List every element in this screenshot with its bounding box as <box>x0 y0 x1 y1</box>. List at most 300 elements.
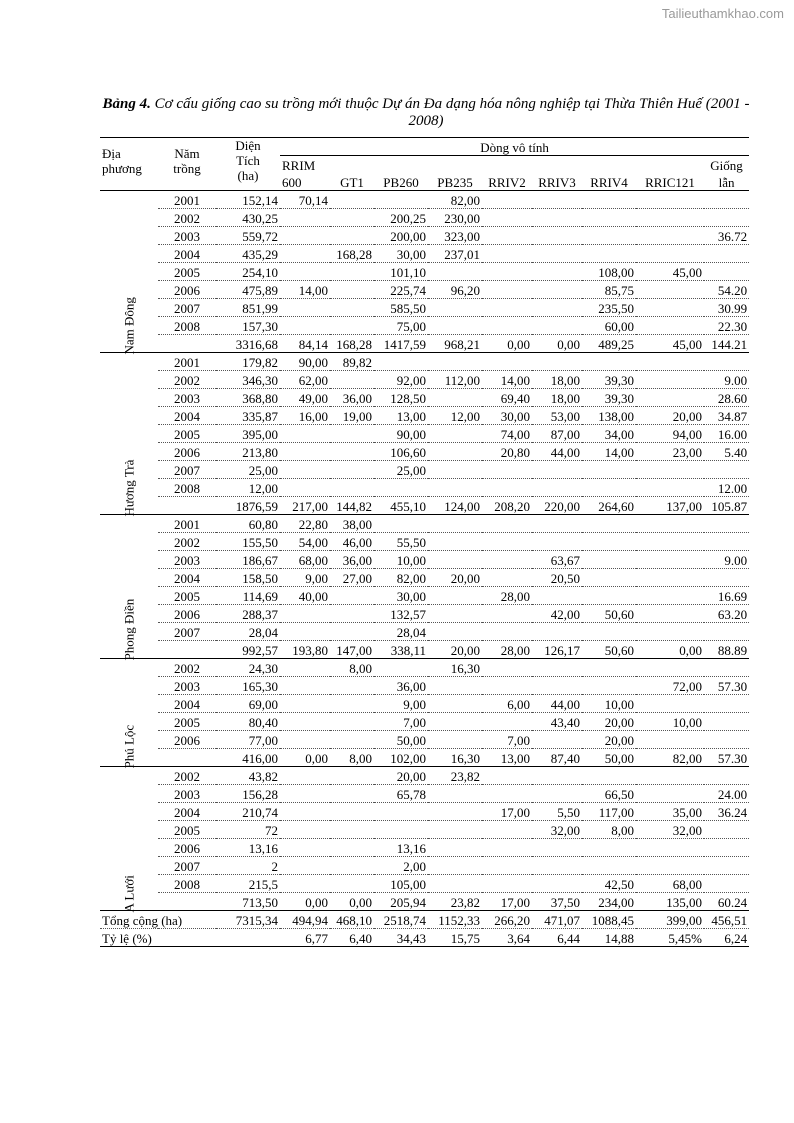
cell-pb260: 28,04 <box>374 623 428 641</box>
cell-giong-lan <box>704 623 749 641</box>
cell-rriv2: 20,80 <box>482 443 532 461</box>
subtotal-rrim600: 84,14 <box>298 337 328 352</box>
cell-nam: 2008 <box>158 317 216 335</box>
cell-giong-lan: 16.69 <box>704 587 749 605</box>
subtotal-rrim600: 193,80 <box>292 643 328 658</box>
cell-pb235: 20,00 <box>428 569 482 587</box>
cell-gt1 <box>330 731 374 749</box>
cell-giong-lan: 54.20 <box>704 281 749 299</box>
cell-pb235: 230,00 <box>428 209 482 227</box>
cell-rriv3 <box>532 209 582 227</box>
table-row <box>100 605 749 623</box>
cell-rriv2: 17,00 <box>482 803 532 821</box>
subtotal-dien-tich: 3316,68 <box>235 337 278 352</box>
subtotal-row <box>100 497 749 515</box>
cell-rriv2 <box>482 353 532 371</box>
cell-nam: 2003 <box>158 551 216 569</box>
cell-giong-lan: 9.00 <box>704 551 749 569</box>
table-row <box>100 263 749 281</box>
cell-pb260: 13,00 <box>374 407 428 425</box>
table-row <box>100 407 749 425</box>
cell-pb235 <box>428 803 482 821</box>
cell-rric121: 45,00 <box>636 263 704 281</box>
table-row <box>100 785 749 803</box>
cell-dien-tich: 395,00 <box>216 425 280 443</box>
cell-pb235 <box>428 461 482 479</box>
cell-pb260 <box>374 659 428 677</box>
cell-nam: 2005 <box>158 713 216 731</box>
cell-nam: 2005 <box>158 821 216 839</box>
cell-pb235 <box>428 605 482 623</box>
cell-rriv2 <box>482 263 532 281</box>
cell-rriv4 <box>582 587 636 605</box>
grand-total-rriv3: 471,07 <box>532 911 582 929</box>
cell-rriv3: 44,00 <box>532 443 582 461</box>
cell-giong-lan: 22.30 <box>704 317 749 335</box>
cell-dien-tich: 210,74 <box>216 803 280 821</box>
cell-rriv2 <box>482 713 532 731</box>
cell-giong-lan: 30.99 <box>704 299 749 317</box>
cell-rrim600 <box>280 659 330 677</box>
subtotal-rriv3: 220,00 <box>544 499 580 514</box>
cell-gt1 <box>330 479 374 497</box>
cell-rriv4 <box>582 479 636 497</box>
cell-dien-tich: 13,16 <box>216 839 280 857</box>
subtotal-rriv4: 50,60 <box>604 643 634 658</box>
cell-nam: 2002 <box>158 209 216 227</box>
ratio-pb260: 34,43 <box>374 929 428 947</box>
cell-rrim600: 70,14 <box>280 191 330 209</box>
subtotal-rric121: 0,00 <box>679 643 702 658</box>
cell-rrim600 <box>280 317 330 335</box>
subtotal-pb235: 20,00 <box>450 643 480 658</box>
cell-giong-lan <box>704 767 749 785</box>
cell-pb260: 30,00 <box>374 245 428 263</box>
table-row <box>100 731 749 749</box>
cell-rriv4 <box>582 767 636 785</box>
cell-giong-lan: 12.00 <box>704 479 749 497</box>
cell-rriv3 <box>532 191 582 209</box>
cell-rrim600 <box>280 479 330 497</box>
cell-dien-tich: 155,50 <box>216 533 280 551</box>
cell-rriv4: 66,50 <box>582 785 636 803</box>
cell-rrim600: 68,00 <box>280 551 330 569</box>
cell-rrim600 <box>280 443 330 461</box>
cell-rriv4: 108,00 <box>582 263 636 281</box>
table-row <box>100 713 749 731</box>
cell-pb260: 225,74 <box>374 281 428 299</box>
subtotal-pb260: 102,00 <box>390 751 426 766</box>
subtotal-pb260: 338,11 <box>390 643 426 658</box>
subtotal-nam <box>158 497 216 515</box>
cell-rriv2 <box>482 515 532 533</box>
cell-rriv2: 30,00 <box>482 407 532 425</box>
cell-gt1 <box>330 587 374 605</box>
header-giong-lan-b: lẫn <box>718 175 735 190</box>
grand-total-giong-lan: 456,51 <box>704 911 749 929</box>
cell-rrim600 <box>280 623 330 641</box>
cell-gt1 <box>330 785 374 803</box>
cell-dien-tich: 77,00 <box>216 731 280 749</box>
subtotal-rriv4: 489,25 <box>598 337 634 352</box>
cell-rric121 <box>636 785 704 803</box>
cell-rriv2 <box>482 281 532 299</box>
header-pb260: PB260 <box>383 175 419 190</box>
cell-dien-tich: 28,04 <box>216 623 280 641</box>
cell-rric121: 68,00 <box>636 875 704 893</box>
cell-dien-tich: 435,29 <box>216 245 280 263</box>
cell-rriv3 <box>532 263 582 281</box>
cell-pb235 <box>428 515 482 533</box>
cell-rriv4: 117,00 <box>582 803 636 821</box>
cell-rriv4 <box>582 209 636 227</box>
cell-pb260 <box>374 353 428 371</box>
cell-rriv2 <box>482 551 532 569</box>
subtotal-giong-lan: 144.21 <box>711 337 748 352</box>
cell-gt1 <box>330 605 374 623</box>
cell-pb260: 200,00 <box>374 227 428 245</box>
cell-rriv3 <box>532 659 582 677</box>
cell-giong-lan <box>704 533 749 551</box>
cell-dien-tich: 12,00 <box>216 479 280 497</box>
cell-rriv3: 42,00 <box>532 605 582 623</box>
cell-pb260: 101,10 <box>374 263 428 281</box>
header-dia-phuong: Địa phương <box>100 138 158 191</box>
cell-pb235: 16,30 <box>428 659 482 677</box>
subtotal-rric121: 82,00 <box>672 751 702 766</box>
cell-rriv3 <box>532 299 582 317</box>
cell-rriv3: 32,00 <box>532 821 582 839</box>
table-row <box>100 839 749 857</box>
ratio-pb235: 15,75 <box>428 929 482 947</box>
cell-gt1 <box>330 623 374 641</box>
cell-giong-lan: 57.30 <box>704 677 749 695</box>
cell-rrim600 <box>280 875 330 893</box>
table-row <box>100 767 749 785</box>
cell-rriv3: 63,67 <box>532 551 582 569</box>
grand-total-rriv2: 266,20 <box>482 911 532 929</box>
table-row <box>100 659 749 677</box>
cell-rriv3: 18,00 <box>532 389 582 407</box>
cell-pb260: 105,00 <box>374 875 428 893</box>
cell-rrim600: 14,00 <box>280 281 330 299</box>
cell-rriv4: 39,30 <box>582 371 636 389</box>
cell-dien-tich: 475,89 <box>216 281 280 299</box>
subtotal-dien-tich: 416,00 <box>242 751 278 766</box>
cell-nam: 2004 <box>158 245 216 263</box>
table-row <box>100 443 749 461</box>
cell-nam: 2001 <box>158 353 216 371</box>
cell-rriv3 <box>532 785 582 803</box>
cell-pb235 <box>428 839 482 857</box>
cell-pb235 <box>428 551 482 569</box>
cell-rrim600: 22,80 <box>280 515 330 533</box>
caption-label: Bảng 4. <box>102 96 151 112</box>
cell-giong-lan: 34.87 <box>704 407 749 425</box>
cell-rriv3: 87,00 <box>532 425 582 443</box>
cell-rrim600 <box>280 785 330 803</box>
subtotal-rriv3: 126,17 <box>544 643 580 658</box>
cell-giong-lan <box>704 191 749 209</box>
cell-pb235 <box>428 677 482 695</box>
subtotal-row <box>100 335 749 353</box>
cell-rrim600 <box>280 821 330 839</box>
subtotal-giong-lan: 60.24 <box>717 895 748 910</box>
cell-rriv3 <box>532 227 582 245</box>
cell-pb235 <box>428 443 482 461</box>
cell-rriv4: 42,50 <box>582 875 636 893</box>
cell-rriv4 <box>582 623 636 641</box>
cell-rriv2 <box>482 605 532 623</box>
cell-pb235 <box>428 533 482 551</box>
cell-gt1 <box>330 821 374 839</box>
cell-rriv4 <box>582 461 636 479</box>
cell-nam: 2006 <box>158 281 216 299</box>
cell-rriv2 <box>482 299 532 317</box>
subtotal-rric121: 45,00 <box>672 337 702 352</box>
cell-giong-lan <box>704 857 749 875</box>
grand-total-dien-tich: 7315,34 <box>216 911 280 929</box>
cell-rriv2 <box>482 479 532 497</box>
subtotal-row <box>100 641 749 659</box>
subtotal-rriv3: 0,00 <box>557 337 580 352</box>
cell-nam: 2003 <box>158 389 216 407</box>
cell-nam: 2004 <box>158 695 216 713</box>
cell-giong-lan <box>704 839 749 857</box>
cell-rriv4: 60,00 <box>582 317 636 335</box>
cell-pb260: 92,00 <box>374 371 428 389</box>
subtotal-giong-lan: 105.87 <box>711 499 748 514</box>
cell-pb260: 10,00 <box>374 551 428 569</box>
cell-rrim600 <box>280 299 330 317</box>
cell-giong-lan <box>704 209 749 227</box>
grand-total-rriv4: 1088,45 <box>582 911 636 929</box>
cell-nam: 2001 <box>158 191 216 209</box>
cell-rriv4 <box>582 515 636 533</box>
subtotal-dien-tich: 1876,59 <box>235 499 278 514</box>
cell-rrim600 <box>280 767 330 785</box>
cell-rriv3 <box>532 533 582 551</box>
cell-pb260: 50,00 <box>374 731 428 749</box>
ratio-label: Tỷ lệ (%) <box>100 929 216 947</box>
cell-rric121 <box>636 371 704 389</box>
cell-rriv4 <box>582 569 636 587</box>
subtotal-gt1: 0,00 <box>349 895 372 910</box>
cell-rriv3 <box>532 767 582 785</box>
rubber-variety-table <box>100 137 749 947</box>
cell-pb260: 36,00 <box>374 677 428 695</box>
cell-dien-tich: 213,80 <box>216 443 280 461</box>
cell-rriv4: 10,00 <box>582 695 636 713</box>
cell-rric121 <box>636 227 704 245</box>
cell-rriv4 <box>582 353 636 371</box>
cell-rriv3 <box>532 353 582 371</box>
cell-rriv2 <box>482 767 532 785</box>
cell-rrim600: 49,00 <box>280 389 330 407</box>
cell-rriv3 <box>532 857 582 875</box>
cell-rric121: 72,00 <box>636 677 704 695</box>
cell-giong-lan: 9.00 <box>704 371 749 389</box>
cell-gt1: 36,00 <box>330 551 374 569</box>
cell-dien-tich: 851,99 <box>216 299 280 317</box>
table-row <box>100 587 749 605</box>
cell-rric121 <box>636 353 704 371</box>
header-pb235: PB235 <box>437 175 473 190</box>
cell-rriv2 <box>482 785 532 803</box>
cell-dien-tich: 254,10 <box>216 263 280 281</box>
cell-pb235: 112,00 <box>428 371 482 389</box>
cell-rrim600 <box>280 605 330 623</box>
cell-gt1 <box>330 191 374 209</box>
subtotal-rriv2: 28,00 <box>500 643 530 658</box>
subtotal-rriv3: 37,50 <box>550 895 580 910</box>
subtotal-row <box>100 893 749 911</box>
cell-rric121 <box>636 281 704 299</box>
subtotal-giong-lan: 88.89 <box>717 643 748 658</box>
table-row <box>100 389 749 407</box>
ratio-rriv2: 3,64 <box>482 929 532 947</box>
cell-rriv2 <box>482 191 532 209</box>
cell-giong-lan <box>704 659 749 677</box>
cell-rriv3 <box>532 587 582 605</box>
cell-pb260: 82,00 <box>374 569 428 587</box>
cell-rriv4: 138,00 <box>582 407 636 425</box>
cell-pb235 <box>428 785 482 803</box>
header-rriv3: RRIV3 <box>538 175 576 190</box>
cell-pb260: 7,00 <box>374 713 428 731</box>
ratio-rric121: 5,45% <box>636 929 704 947</box>
cell-rriv3 <box>532 677 582 695</box>
cell-rriv4: 20,00 <box>582 731 636 749</box>
subtotal-rriv2: 13,00 <box>500 751 530 766</box>
cell-pb235 <box>428 587 482 605</box>
cell-dien-tich: 559,72 <box>216 227 280 245</box>
table-row <box>100 515 749 533</box>
cell-rric121 <box>636 767 704 785</box>
cell-pb235 <box>428 857 482 875</box>
cell-rrim600: 9,00 <box>280 569 330 587</box>
subtotal-nam <box>158 335 216 353</box>
table-row <box>100 227 749 245</box>
grand-total-rric121: 399,00 <box>636 911 704 929</box>
cell-rric121: 35,00 <box>636 803 704 821</box>
subtotal-nam <box>158 749 216 767</box>
cell-pb260: 75,00 <box>374 317 428 335</box>
table-row <box>100 425 749 443</box>
subtotal-giong-lan: 57.30 <box>717 751 748 766</box>
cell-pb260 <box>374 191 428 209</box>
cell-rrim600 <box>280 695 330 713</box>
cell-rriv4 <box>582 191 636 209</box>
cell-rriv4: 8,00 <box>582 821 636 839</box>
ratio-dien-tich <box>216 929 280 947</box>
cell-rriv4 <box>582 551 636 569</box>
table-row <box>100 803 749 821</box>
cell-dien-tich: 186,67 <box>216 551 280 569</box>
cell-dien-tich: 346,30 <box>216 371 280 389</box>
cell-rriv2 <box>482 569 532 587</box>
table-row <box>100 623 749 641</box>
cell-rriv4 <box>582 677 636 695</box>
cell-nam: 2007 <box>158 623 216 641</box>
table-row <box>100 677 749 695</box>
table-row <box>100 857 749 875</box>
region-label: A Lưới <box>100 767 158 911</box>
cell-pb235: 237,01 <box>428 245 482 263</box>
header-rric121: RRIC121 <box>645 175 695 190</box>
cell-pb235 <box>428 713 482 731</box>
cell-rriv3 <box>532 245 582 263</box>
region-label: Hương Trà <box>100 353 158 515</box>
subtotal-nam <box>158 641 216 659</box>
cell-rriv2 <box>482 659 532 677</box>
cell-rrim600 <box>280 245 330 263</box>
cell-rriv2: 7,00 <box>482 731 532 749</box>
cell-giong-lan <box>704 713 749 731</box>
cell-giong-lan <box>704 695 749 713</box>
subtotal-pb235: 968,21 <box>444 337 480 352</box>
cell-gt1 <box>330 461 374 479</box>
cell-rriv2 <box>482 461 532 479</box>
cell-pb260: 65,78 <box>374 785 428 803</box>
cell-rric121 <box>636 479 704 497</box>
cell-rriv3 <box>532 461 582 479</box>
grand-total-row <box>100 911 749 929</box>
subtotal-pb235: 23,82 <box>450 895 480 910</box>
table-row <box>100 353 749 371</box>
cell-nam: 2007 <box>158 299 216 317</box>
cell-rriv3 <box>532 479 582 497</box>
cell-giong-lan <box>704 731 749 749</box>
cell-nam: 2005 <box>158 263 216 281</box>
cell-giong-lan: 36.24 <box>704 803 749 821</box>
subtotal-rriv2: 208,20 <box>494 499 530 514</box>
subtotal-rriv3: 87,40 <box>550 751 580 766</box>
cell-gt1 <box>330 875 374 893</box>
cell-dien-tich: 179,82 <box>216 353 280 371</box>
cell-pb235 <box>428 623 482 641</box>
table-row <box>100 821 749 839</box>
subtotal-rriv4: 264,60 <box>598 499 634 514</box>
cell-nam: 2007 <box>158 461 216 479</box>
cell-pb235 <box>428 299 482 317</box>
cell-rriv2 <box>482 245 532 263</box>
cell-rric121 <box>636 695 704 713</box>
cell-dien-tich: 156,28 <box>216 785 280 803</box>
table-row <box>100 281 749 299</box>
cell-gt1 <box>330 857 374 875</box>
cell-giong-lan <box>704 515 749 533</box>
cell-dien-tich: 80,40 <box>216 713 280 731</box>
header-rriv4: RRIV4 <box>590 175 628 190</box>
cell-pb260: 200,25 <box>374 209 428 227</box>
cell-nam: 2002 <box>158 767 216 785</box>
cell-pb260: 30,00 <box>374 587 428 605</box>
cell-dien-tich: 43,82 <box>216 767 280 785</box>
cell-rric121 <box>636 551 704 569</box>
grand-total-pb235: 1152,33 <box>428 911 482 929</box>
cell-gt1: 36,00 <box>330 389 374 407</box>
cell-pb260: 585,50 <box>374 299 428 317</box>
cell-pb235: 12,00 <box>428 407 482 425</box>
cell-rric121: 23,00 <box>636 443 704 461</box>
subtotal-pb260: 455,10 <box>390 499 426 514</box>
region-label: Phong Điền <box>100 515 158 659</box>
cell-giong-lan <box>704 875 749 893</box>
region-label: Phú Lộc <box>100 659 158 767</box>
subtotal-rrim600: 0,00 <box>305 751 328 766</box>
cell-rric121 <box>636 191 704 209</box>
